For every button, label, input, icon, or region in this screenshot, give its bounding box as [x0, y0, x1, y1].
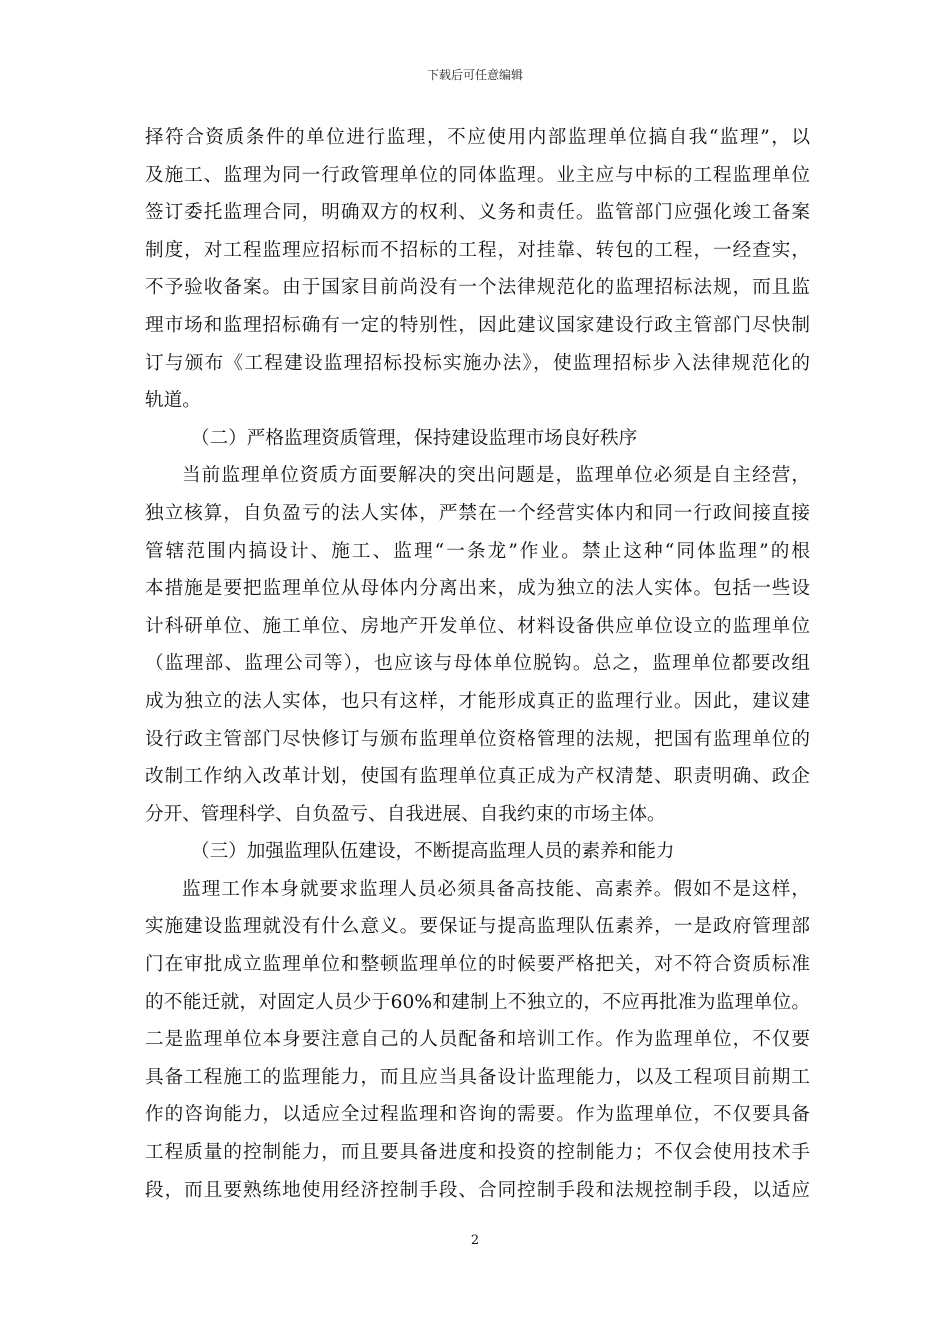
body-line: 不予验收备案。由于国家目前尚没有一个法律规范化的监理招标法规，而且监 — [145, 277, 810, 299]
body-line: 计科研单位、施工单位、房地产开发单位、材料设备供应单位设立的监理单位 — [145, 615, 810, 637]
section-heading-3: （三）加强监理队伍建设，不断提高监理人员的素养和能力 — [191, 841, 675, 863]
body-line: 设行政主管部门尽快修订与颁布监理单位资格管理的法规，把国有监理单位的 — [145, 728, 810, 750]
body-line: 监理工作本身就要求监理人员必须具备高技能、高素养。假如不是这样， — [182, 878, 810, 900]
body-line: 成为独立的法人实体，也只有这样，才能形成真正的监理行业。因此，建议建 — [145, 690, 810, 712]
body-line: 本措施是要把监理单位从母体内分离出来，成为独立的法人实体。包括一些设 — [145, 578, 810, 600]
body-line: 独立核算，自负盈亏的法人实体，严禁在一个经营实体内和同一行政间接直接 — [145, 502, 810, 524]
body-line: 实施建设监理就没有什么意义。要保证与提高监理队伍素养，一是政府管理部 — [145, 916, 810, 938]
section-heading-2: （二）严格监理资质管理，保持建设监理市场良好秩序 — [191, 427, 638, 449]
document-body — [145, 119, 810, 1209]
page-header: 下载后可任意编辑 — [426, 68, 523, 82]
body-line: 当前监理单位资质方面要解决的突出问题是，监理单位必须是自主经营， — [182, 465, 810, 487]
page-number: 2 — [470, 1233, 480, 1248]
body-line: 签订委托监理合同，明确双方的权利、义务和责任。监管部门应强化竣工备案 — [145, 202, 810, 224]
body-line: （监理部、监理公司等），也应该与母体单位脱钩。总之，监理单位都要改组 — [145, 653, 810, 675]
body-line: 理市场和监理招标确有一定的特别性，因此建议国家建设行政主管部门尽快制 — [145, 314, 810, 336]
body-line: 的不能迁就，对固定人员少于60%和建制上不独立的，不应再批准为监理单位。 — [145, 991, 810, 1013]
body-line: 订与颁布《工程建设监理招标投标实施办法》，使监理招标步入法律规范化的 — [145, 352, 810, 374]
body-line: 分开、管理科学、自负盈亏、自我进展、自我约束的市场主体。 — [145, 803, 666, 825]
body-line: 二是监理单位本身要注意自己的人员配备和培训工作。作为监理单位，不仅要 — [145, 1029, 810, 1051]
body-line: 门在审批成立监理单位和整顿监理单位的时候要严格把关，对不符合资质标准 — [145, 954, 810, 976]
body-line: 轨道。 — [145, 390, 201, 412]
body-line: 制度，对工程监理应招标而不招标的工程，对挂靠、转包的工程，一经查实， — [145, 239, 810, 261]
body-line: 具备工程施工的监理能力，而且应当具备设计监理能力，以及工程项目前期工 — [145, 1066, 810, 1088]
body-line: 择符合资质条件的单位进行监理，不应使用内部监理单位搞自我“监理”，以 — [145, 127, 810, 148]
body-line: 管辖范围内搞设计、施工、监理“一条龙”作业。禁止这种“同体监理”的根 — [145, 540, 810, 562]
body-line: 工程质量的控制能力，而且要具备进度和投资的控制能力；不仅会使用技术手 — [145, 1142, 810, 1164]
body-line: 段，而且要熟练地使用经济控制手段、合同控制手段和法规控制手段，以适应 — [145, 1179, 810, 1201]
body-line: 作的咨询能力，以适应全过程监理和咨询的需要。作为监理单位，不仅要具备 — [145, 1104, 810, 1126]
body-line: 及施工、监理为同一行政管理单位的同体监理。业主应与中标的工程监理单位 — [145, 164, 810, 186]
body-line: 改制工作纳入改革计划，使国有监理单位真正成为产权清楚、职责明确、政企 — [145, 766, 810, 788]
